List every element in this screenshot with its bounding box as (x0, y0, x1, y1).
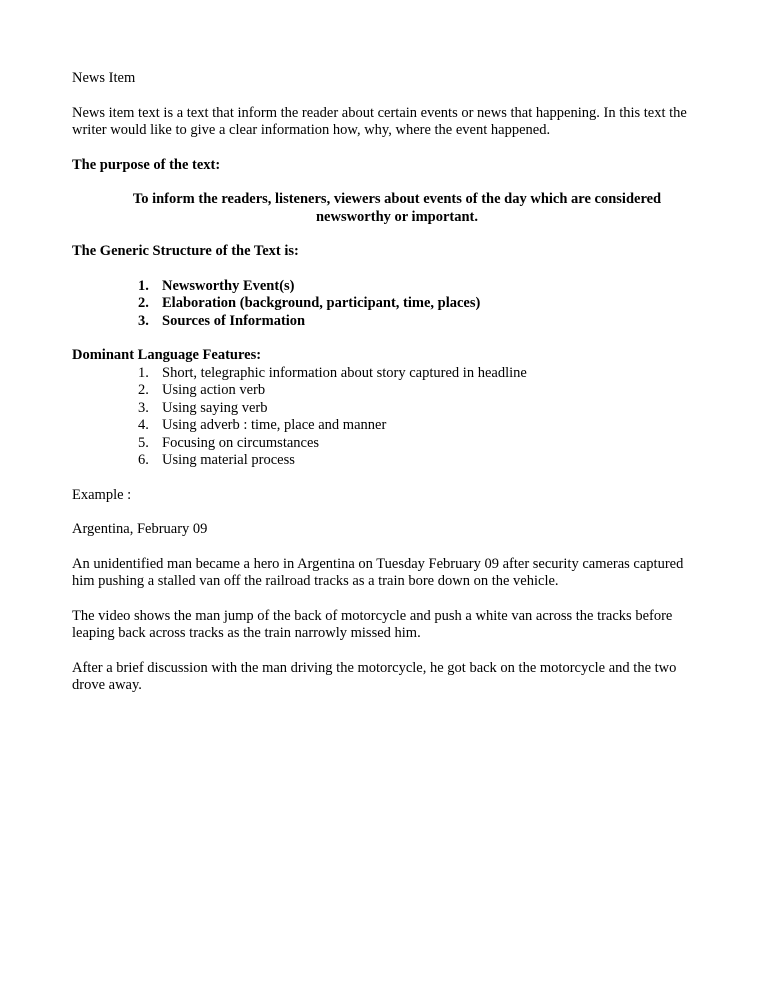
list-item-text: Using adverb : time, place and manner (162, 417, 387, 433)
list-item-number: 5. (138, 434, 149, 451)
list-item-text: Sources of Information (162, 312, 306, 329)
list-item-text: Focusing on circumstances (162, 434, 320, 451)
features-heading: Dominant Language Features: (72, 347, 262, 363)
list-item-number: 1. (138, 277, 149, 294)
structure-heading: The Generic Structure of the Text is: (72, 243, 299, 259)
example-label: Example : (72, 486, 132, 503)
list-item (72, 382, 702, 400)
list-item-number: 6. (138, 452, 149, 468)
document-page (72, 70, 702, 712)
purpose-heading: The purpose of the text: (72, 156, 221, 173)
list-item (72, 295, 702, 313)
list-item-number: 1. (138, 364, 149, 381)
list-item-number: 2. (138, 382, 149, 398)
list-item (72, 313, 702, 331)
example-paragraph: An unidentified man became a hero in Argentina on Tuesday February 09 after security cameras captured him pushing a stalled van off the railroad tracks as a train bore down on the vehicle. (72, 555, 684, 589)
list-item-text: Newsworthy Event(s) (162, 277, 295, 294)
list-item-number: 3. (138, 399, 149, 416)
list-item-text: Using material process (162, 452, 295, 468)
structure-list (72, 278, 702, 331)
list-item-number: 4. (138, 417, 149, 433)
features-list (72, 365, 702, 470)
list-item (72, 452, 702, 470)
example-paragraph: The video shows the man jump of the back of motorcycle and push a white van across the tracks before leaping back across tracks as the train narrowly missed him. (72, 607, 673, 641)
list-item-text: Elaboration (background, participant, time, places) (162, 295, 481, 311)
list-item-text: Using saying verb (162, 399, 268, 416)
list-item (72, 278, 702, 296)
document-title: News Item (72, 70, 136, 86)
list-item (72, 417, 702, 435)
list-item-text: Short, telegraphic information about story captured in headline (162, 364, 527, 381)
list-item (72, 400, 702, 418)
intro-paragraph: News item text is a text that inform the reader about certain events or news that happening. In this text the writer would like to give a clear information how, why, where the event happened. (72, 104, 687, 138)
list-item (72, 435, 702, 453)
list-item-number: 3. (138, 312, 149, 329)
list-item-text: Using action verb (162, 382, 266, 398)
example-paragraph: After a brief discussion with the man driving the motorcycle, he got back on the motorcycle and the two drove away. (72, 659, 677, 693)
dateline: Argentina, February 09 (72, 521, 208, 537)
list-item-number: 2. (138, 295, 149, 311)
purpose-text: To inform the readers, listeners, viewers about events of the day which are considered newsworthy or important. (132, 191, 662, 225)
list-item (72, 365, 702, 383)
